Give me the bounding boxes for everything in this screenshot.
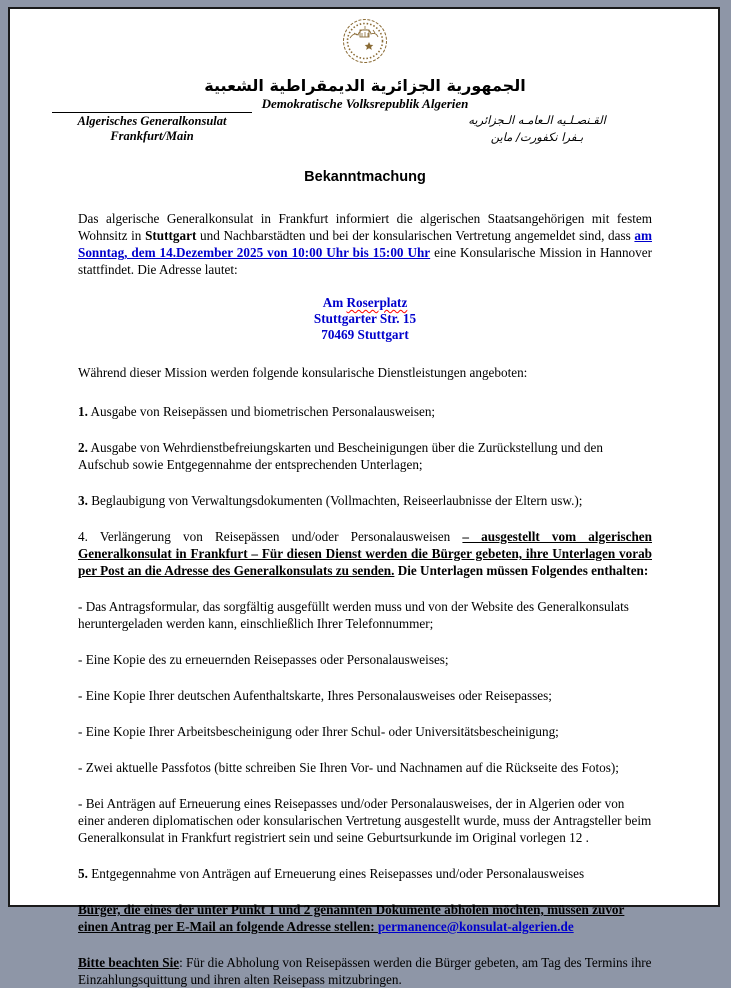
requirement-item: - Das Antragsformular, das sorgfältig ausgefüllt werden muss und von der Website des Generalkonsulats heruntergeladen werden kann, einschließlich Ihrer Telefonnummer; <box>78 599 629 631</box>
intro-text-2: und Nachbarstädten und bei der konsularischen Vertretung angemeldet sind, dass <box>196 228 635 243</box>
service-5-text: Entgegennahme von Anträgen auf Erneuerung eines Reisepasses und/oder Personalausweises <box>87 866 585 881</box>
address-line-1 <box>78 295 652 311</box>
consulate-name-arabic-line2: بـفرا نكفورت/ ماين <box>490 130 584 144</box>
intro-paragraph <box>78 210 652 278</box>
requirement-item: - Zwei aktuelle Passfotos (bitte schreiben Sie Ihren Vor- und Nachnamen auf die Rückseite des Fotos); <box>78 760 619 775</box>
algeria-state-seal-icon <box>340 16 390 66</box>
intro-text-3: eine Konsularische Mission in Hannover stattfindet. Die Adresse lautet: <box>78 245 652 277</box>
intro-city-bold: Stuttgart <box>145 228 197 243</box>
arabic-republic-title: الجمهورية الجزائرية الديمقراطية الشعبية <box>204 76 526 95</box>
mission-address <box>78 295 652 343</box>
service-2-text: Ausgabe von Wehrdienstbefreiungskarten und Bescheinigungen über die Zurückstellung und den Aufschub sowie Entgegennahme der entsprechenden Unterlagen; <box>78 440 603 472</box>
service-item-5 <box>78 865 652 882</box>
service-item-3 <box>78 492 652 509</box>
service-4-plain: 4. Verlängerung von Reisepässen und/oder Personalausweisen <box>78 529 463 544</box>
email-link[interactable]: permanence@konsulat-algerien.de <box>377 919 574 934</box>
service-4-bold-tail: Die Unterlagen müssen Folgendes enthalten: <box>394 563 649 578</box>
requirement-item: - Eine Kopie des zu erneuernden Reisepasses oder Personalausweises; <box>78 652 449 667</box>
document-page <box>8 7 720 987</box>
service-3-text: Beglaubigung von Verwaltungsdokumenten (Vollmachten, Reiseerlaubnisse der Eltern usw.); <box>87 493 583 508</box>
document-content <box>10 9 718 988</box>
mission-date-highlight: am Sonntag, dem 14.Dezember 2025 von 10:00 Uhr bis 15:00 Uhr <box>78 228 652 260</box>
service-item-1 <box>78 403 652 420</box>
final-note <box>78 954 652 988</box>
requirement-item: - Bei Anträgen auf Erneuerung eines Reisepasses und/oder Personalausweises, der in Algerien oder von einer anderen diplomatischen oder konsularischen Vertretung ausgestellt wurde, muss der Antragsteller beim Generalkonsulat in Frankfurt registriert sein und seine Geburtsurkunde im Original vorlegen 12 . <box>78 796 652 845</box>
consulate-name-line2: Frankfurt/Main <box>110 129 194 143</box>
address-line-2: Stuttgarter Str. 15 <box>313 311 417 326</box>
service-3-number: 3. <box>78 493 88 508</box>
requirement-item: - Eine Kopie Ihrer Arbeitsbescheinigung oder Ihrer Schul- oder Universitätsbescheinigung; <box>78 724 559 739</box>
seal-container <box>78 16 652 70</box>
address-line1-word-spellcheck: Roserplatz <box>346 295 408 310</box>
address-line-3: 70469 Stuttgart <box>321 327 409 342</box>
pickup-note <box>78 901 652 935</box>
document-title: Bekanntmachung <box>304 169 426 185</box>
final-note-text: : Für die Abholung von Reisepässen werden die Bürger gebeten, am Tag des Termins ihre Einzahlungsquittung und ihren alten Reisepass mitzubringen. <box>78 955 652 987</box>
consulate-name-german <box>52 112 252 144</box>
service-1-text: Ausgabe von Reisepässen und biometrischen Personalausweisen; <box>87 404 436 419</box>
service-1-number: 1. <box>78 404 88 419</box>
office-header-row <box>78 112 652 146</box>
consulate-name-arabic-line1: القـنصـلـيه الـعامـه الـجزائريه <box>468 113 606 127</box>
service-item-4 <box>78 528 652 579</box>
pickup-note-emphasis: Bürger, die eines der unter Punkt 1 und 2 genannten Dokumente abholen möchten, müssen zuvor einen Antrag per E-Mail an folgende Adresse stellen: <box>78 902 625 934</box>
consulate-name-arabic <box>412 112 662 146</box>
final-note-label: Bitte beachten Sie <box>78 955 180 970</box>
consulate-name-line1: Algerisches Generalkonsulat <box>77 114 227 128</box>
requirement-item: - Eine Kopie Ihrer deutschen Aufenthaltskarte, Ihres Personalausweises oder Reisepasses; <box>78 688 552 703</box>
service-5-number: 5. <box>78 866 88 881</box>
address-line1-prefix: Am <box>322 295 347 310</box>
intro-text-1: Das algerische Generalkonsulat in Frankfurt informiert die algerischen Staatsangehörigen mit festem Wohnsitz in <box>78 211 652 243</box>
service-2-number: 2. <box>78 440 88 455</box>
service-item-2 <box>78 439 652 473</box>
service-4-emphasis: – ausgestellt vom algerischen Generalkonsulat in Frankfurt – Für diesen Dienst werden die Bürger gebeten, ihre Unterlagen vorab per Post an die Adresse des Generalkonsulats zu senden. <box>78 529 652 578</box>
german-republic-title: Demokratische Volksrepublik Algerien <box>261 96 469 111</box>
services-intro: Während dieser Mission werden folgende konsularische Dienstleistungen angeboten: <box>78 365 528 380</box>
